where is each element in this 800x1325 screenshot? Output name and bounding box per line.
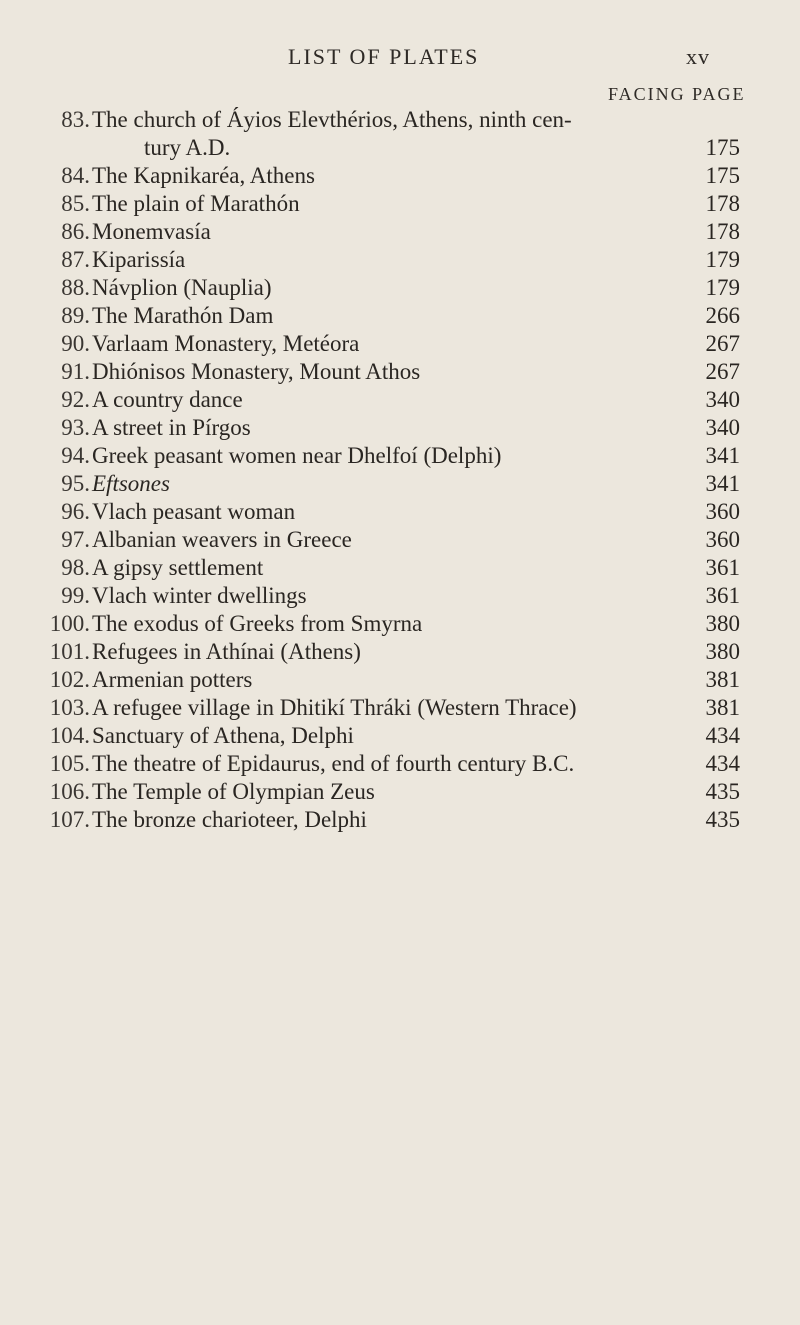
facing-page-number: 360	[705, 499, 740, 524]
list-item	[0, 330, 800, 358]
list-item	[0, 470, 800, 498]
plate-title: The plain of Marathón	[92, 191, 300, 216]
facing-page-number: 178	[705, 219, 740, 244]
list-item	[0, 358, 800, 386]
list-item	[0, 246, 800, 274]
plate-title: The Marathón Dam	[92, 303, 274, 328]
list-item	[0, 610, 800, 638]
list-item	[0, 666, 800, 694]
plate-number: 94.	[61, 443, 90, 468]
plate-title: The exodus of Greeks from Smyrna	[92, 611, 423, 636]
facing-page-number: 266	[705, 303, 740, 328]
list-item	[0, 386, 800, 414]
plate-title: Vlach winter dwellings	[92, 583, 307, 608]
list-item	[0, 582, 800, 610]
plate-number: 91.	[61, 359, 90, 384]
plate-number: 105.	[49, 751, 90, 776]
plate-number: 95.	[61, 471, 90, 496]
facing-page-number: 341	[705, 443, 740, 468]
plate-title: Návplion (Nauplia)	[92, 275, 272, 300]
plate-number: 106.	[49, 779, 90, 804]
plate-title: Dhiónisos Monastery, Mount Athos	[92, 359, 421, 384]
plate-title: Eftsones	[92, 471, 170, 496]
plate-number: 103.	[49, 695, 90, 720]
plate-number: 84.	[61, 163, 90, 188]
plate-title-continuation: tury A.D.	[144, 135, 231, 160]
list-item	[0, 414, 800, 442]
plate-title: The Kapnikaréa, Athens	[92, 163, 315, 188]
plate-number: 90.	[61, 331, 90, 356]
plate-title: A refugee village in Dhitikí Thráki (Western Thrace)	[92, 695, 577, 720]
page-number: xv	[686, 44, 710, 69]
plate-title: The bronze charioteer, Delphi	[92, 807, 367, 832]
facing-page-number: 381	[705, 667, 740, 692]
plate-number: 89.	[61, 303, 90, 328]
facing-page-number: 361	[705, 555, 740, 580]
list-item	[0, 190, 800, 218]
plate-number: 86.	[61, 219, 90, 244]
list-item	[0, 526, 800, 554]
plate-title: Vlach peasant woman	[92, 499, 296, 524]
facing-page-number: 175	[705, 135, 740, 160]
list-item	[0, 806, 800, 834]
plate-number: 107.	[49, 807, 90, 832]
plate-number: 83.	[61, 107, 90, 132]
facing-page-number: 360	[705, 527, 740, 552]
plate-title: The church of Áyios Elevthérios, Athens, ninth cen-	[92, 107, 572, 132]
facing-page-number: 179	[705, 247, 740, 272]
plate-title: Albanian weavers in Greece	[92, 527, 352, 552]
facing-page-number: 435	[705, 779, 740, 804]
plate-number: 88.	[61, 275, 90, 300]
list-item	[0, 302, 800, 330]
plate-number: 100.	[49, 611, 90, 636]
facing-page-number: 178	[705, 191, 740, 216]
list-item	[0, 274, 800, 302]
plate-title: Refugees in Athínai (Athens)	[92, 639, 361, 664]
plate-number: 87.	[61, 247, 90, 272]
facing-page-number: 340	[705, 415, 740, 440]
plate-number: 99.	[61, 583, 90, 608]
list-of-plates	[0, 106, 800, 834]
list-item	[0, 498, 800, 526]
list-item	[0, 442, 800, 470]
plate-title: Varlaam Monastery, Metéora	[92, 331, 360, 356]
list-item	[0, 638, 800, 666]
plate-number: 93.	[61, 415, 90, 440]
facing-page-number: 267	[705, 359, 740, 384]
facing-page-number: 361	[705, 583, 740, 608]
plate-number: 97.	[61, 527, 90, 552]
plate-title: A gipsy settlement	[92, 555, 264, 580]
plate-title: Kiparissía	[92, 247, 186, 272]
plate-title: A street in Pírgos	[92, 415, 251, 440]
list-item	[0, 750, 800, 778]
list-item	[0, 778, 800, 806]
facing-page-number: 267	[705, 331, 740, 356]
plate-title: Armenian potters	[92, 667, 253, 692]
facing-page-number: 175	[705, 163, 740, 188]
list-item	[0, 218, 800, 246]
facing-page-number: 341	[705, 471, 740, 496]
plate-number: 92.	[61, 387, 90, 412]
facing-page-number: 380	[705, 611, 740, 636]
facing-page-number: 380	[705, 639, 740, 664]
facing-page-number: 434	[705, 723, 740, 748]
plate-title: A country dance	[92, 387, 243, 412]
list-item	[0, 554, 800, 582]
plate-number: 98.	[61, 555, 90, 580]
plate-number: 102.	[49, 667, 90, 692]
plate-title: Greek peasant women near Dhelfoí (Delphi)	[92, 443, 502, 468]
facing-page-number: 340	[705, 387, 740, 412]
facing-page-number: 381	[705, 695, 740, 720]
facing-page-column-heading: FACING PAGE	[608, 84, 746, 104]
facing-page-number: 435	[705, 807, 740, 832]
running-head: LIST OF PLATES	[288, 44, 480, 69]
plate-title: The theatre of Epidaurus, end of fourth century B.C.	[92, 751, 575, 776]
plate-number: 104.	[49, 723, 90, 748]
list-item	[0, 722, 800, 750]
facing-page-number: 434	[705, 751, 740, 776]
plate-title: Monemvasía	[92, 219, 211, 244]
list-item	[0, 106, 800, 162]
facing-page-number: 179	[705, 275, 740, 300]
list-item	[0, 694, 800, 722]
plate-number: 96.	[61, 499, 90, 524]
plate-title: The Temple of Olympian Zeus	[92, 779, 375, 804]
plate-number: 85.	[61, 191, 90, 216]
plate-title: Sanctuary of Athena, Delphi	[92, 723, 354, 748]
plate-number: 101.	[49, 639, 90, 664]
list-item	[0, 162, 800, 190]
